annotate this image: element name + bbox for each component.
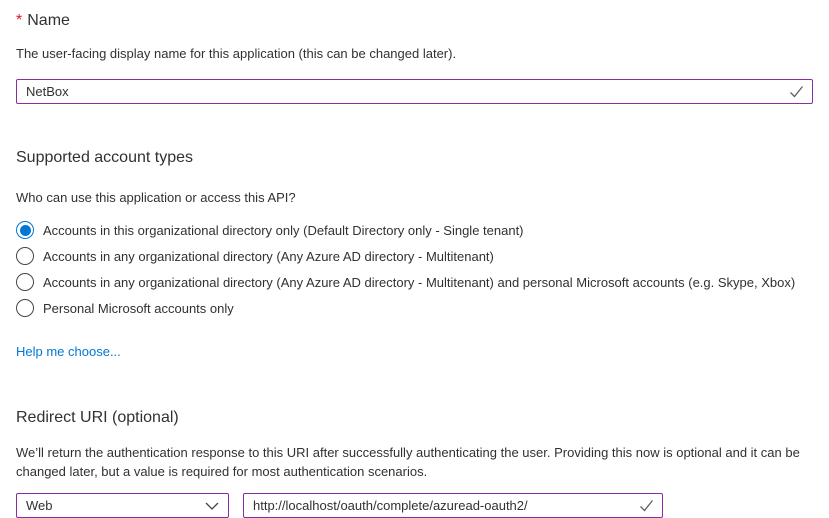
radio-button[interactable]	[16, 273, 34, 291]
account-types-question: Who can use this application or access this API?	[16, 190, 296, 205]
radio-option-personal-only[interactable]	[16, 295, 813, 321]
radio-button[interactable]	[16, 299, 34, 317]
radio-option-label: Accounts in any organizational directory (Any Azure AD directory - Multitenant) and personal Microsoft accounts (e.g. Skype, Xbox)	[43, 274, 796, 290]
account-types-radio-group	[16, 217, 813, 321]
valid-check-icon	[639, 500, 654, 512]
required-asterisk: *	[16, 12, 23, 29]
radio-option-label: Accounts in any organizational directory (Any Azure AD directory - Multitenant)	[43, 248, 494, 264]
help-me-choose-link[interactable]: Help me choose...	[16, 344, 121, 359]
account-types-title: Supported account types	[16, 149, 194, 166]
radio-option-label: Personal Microsoft accounts only	[43, 300, 234, 316]
redirect-uri-input[interactable]	[243, 493, 663, 518]
radio-option-multitenant[interactable]	[16, 243, 813, 269]
name-section-title	[16, 11, 813, 30]
chevron-down-icon	[205, 501, 219, 510]
radio-option-single-tenant[interactable]	[16, 217, 813, 243]
app-name-input[interactable]	[16, 79, 813, 104]
redirect-uri-title: Redirect URI (optional)	[16, 409, 179, 426]
redirect-uri-description: We’ll return the authentication response to this URI after successfully authenticating the user. Providing this now is optional and it can be changed later, but a value is required for most authentication scenarios.	[16, 445, 800, 479]
platform-select[interactable]	[16, 493, 229, 518]
radio-option-label: Accounts in this organizational directory only (Default Directory only - Single tenant)	[43, 222, 524, 238]
radio-option-multitenant-personal[interactable]	[16, 269, 813, 295]
name-label: Name	[27, 12, 70, 29]
valid-check-icon	[789, 86, 804, 98]
name-description: The user-facing display name for this application (this can be changed later).	[16, 46, 457, 61]
radio-button[interactable]	[16, 247, 34, 265]
radio-button[interactable]	[16, 221, 34, 239]
platform-select-value: Web	[26, 498, 53, 513]
